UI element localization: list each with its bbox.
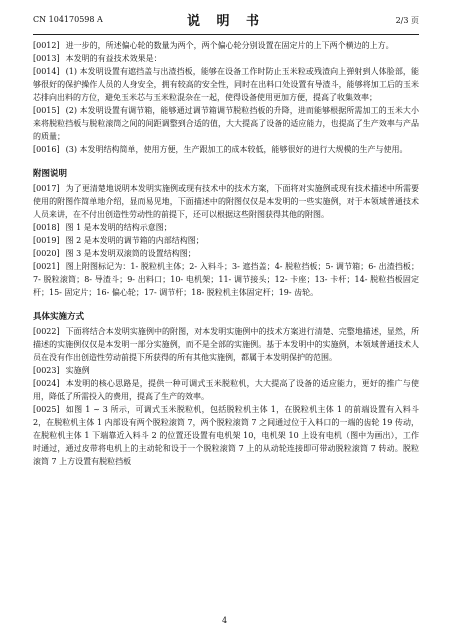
paragraph-text: 图 1 是本发明的结构示意图；: [65, 223, 172, 232]
paragraph: [33, 325, 419, 364]
paragraph: [33, 377, 419, 403]
paragraph: [33, 260, 419, 299]
doc-title: 说 明 书: [186, 14, 266, 29]
paragraph: [33, 143, 419, 156]
section-heading-embodiments: 具体实施方式: [33, 312, 85, 322]
paragraph: [33, 234, 419, 247]
paragraph-number: [0022]: [33, 327, 60, 336]
paragraph-number: [0017]: [33, 184, 60, 193]
paragraph-text: 为了更清楚地说明本发明实施例或现有技术中的技术方案，下面将对实施例或现有技术描述中所需要使用的附图作简单地介绍，显而易见地，下面描述中的附图仅仅是本发明的一些实施例，对于本领域普通技术人员来讲，在不付出创造性劳动性的前提下，还可以根据这些附图获得其他的附图。: [33, 184, 419, 219]
section-heading-drawings: 附图说明: [33, 169, 68, 179]
paragraph-number: [0025]: [33, 405, 60, 414]
paragraph-text: 本发明的核心思路是，提供一种可调式玉米脱粒机，大大提高了设备的适应能力，更好的推广与使用，降低了所需投入的费用，提高了生产的效率。: [33, 379, 419, 401]
paragraph-text: 实施例: [65, 366, 90, 375]
paragraph-text: (2) 本发明设置有调节箱，能够通过调节箱调节脱粒挡板的升降，进而能够根据所需加工的玉米大小来将脱粒挡板与脱粒滚筒之间的间距调整到合适的值，大大提高了设备的适应能力，也提高了生产效率与产品的质量；: [33, 106, 419, 141]
paragraph: [33, 403, 419, 468]
header-rule: [33, 34, 419, 35]
paragraph-text: 下面将结合本发明实施例中的附图，对本发明实施例中的技术方案进行清楚、完整地描述，显然，所描述的实施例仅仅是本发明一部分实施例，而不是全部的实施例。基于本发明中的实施例，本领域普通技术人员在没有作出创造性劳动前提下所获得的所有其他实施例，都属于本发明保护的范围。: [33, 327, 419, 362]
paragraph-text: 图 3 是本发明双滚筒的设置结构图；: [65, 249, 196, 258]
paragraph-number: [0024]: [33, 379, 60, 388]
paragraphs-top: [33, 39, 419, 156]
paragraph-text: (1) 本发明设置有遮挡盖与出渣挡板，能够在设备工作时防止玉米粒或残渣向上弹射到人体脸部，能够很好的保护操作人员的人身安全，拥有较高的安全性，同时在出料口处设置有导渣斗，能够将加工后的玉米芯排向出料的方位，避免玉米芯与玉米粒混杂在一起，使得设备使用更加方便，提高了收集效率；: [33, 67, 419, 102]
paragraph: [33, 182, 419, 221]
document-page: [0, 10, 449, 631]
paragraph-number: [0013]: [33, 54, 60, 63]
paragraph: [33, 364, 419, 377]
paragraph-number: [0012]: [33, 41, 60, 50]
paragraph: [33, 104, 419, 143]
doc-number: CN 104170598 A: [33, 15, 103, 24]
paragraph: [33, 39, 419, 52]
paragraph: [33, 247, 419, 260]
paragraph: [33, 221, 419, 234]
paragraph-number: [0021]: [33, 262, 60, 271]
paragraph-text: 图 2 是本发明的调节箱的内部结构图；: [65, 236, 204, 245]
paragraph-text: 本发明的有益技术效果是：: [65, 54, 162, 63]
paragraph-text: 进一步的，所述偏心轮的数量为两个，两个偏心轮分别设置在固定片的上下两个横边的上方。: [65, 41, 394, 50]
paragraphs-embodiments: [33, 325, 419, 468]
paragraph-number: [0019]: [33, 236, 60, 245]
page-count: 2/3 页: [395, 16, 419, 25]
paragraph-number: [0014]: [33, 67, 60, 76]
paragraph-number: [0020]: [33, 249, 60, 258]
paragraph-number: [0018]: [33, 223, 60, 232]
paragraph-text: 图上附图标记为：1- 脱粒机主体；2- 入料斗；3- 遮挡盖；4- 脱粒挡板；5- 调节箱；6- 出渣挡板；7- 脱粒滚筒；8- 导渣斗；9- 出料口；10- 电机架；11- 调节接头；12- 卡座；13- 卡杆；14- 脱粒挡板固定杆；15- 固定片；16- 偏心轮；17- 调节杆；18- 脱粒机主体固定杆；19- 齿轮。: [33, 262, 419, 297]
page-number: 4: [221, 616, 228, 625]
paragraph-text: (3) 本发明结构简单，使用方便，生产跟加工的成本较低，能够很好的进行大规模的生产与使用。: [65, 145, 408, 154]
paragraph-number: [0023]: [33, 366, 60, 375]
paragraph-number: [0015]: [33, 106, 60, 115]
paragraphs-drawings: [33, 182, 419, 299]
page-header: [33, 10, 419, 34]
paragraph: [33, 52, 419, 65]
paragraph: [33, 65, 419, 104]
paragraph-text: 如图 1 ~ 3 所示，可调式玉米脱粒机，包括脱粒机主体 1，在脱粒机主体 1 的前端设置有入料斗 2，在脱粒机主体 1 内部设有两个脱粒滚筒 7，两个脱粒滚筒 7 之间通过位于入料口的一端的齿轮 19 传动，在脱粒机主体 1 下端靠近入料斗 2 的位置还设置有电机架 10，电机架 10 上设有电机（图中为画出），工作时通过，通过皮带将电机上的主动轮和设于一个脱粒滚筒 7 上的从动轮连接即可带动脱粒滚筒 7 转动。脱粒滚筒 7 上方设置有脱粒挡板: [33, 405, 419, 466]
paragraph-number: [0016]: [33, 145, 60, 154]
